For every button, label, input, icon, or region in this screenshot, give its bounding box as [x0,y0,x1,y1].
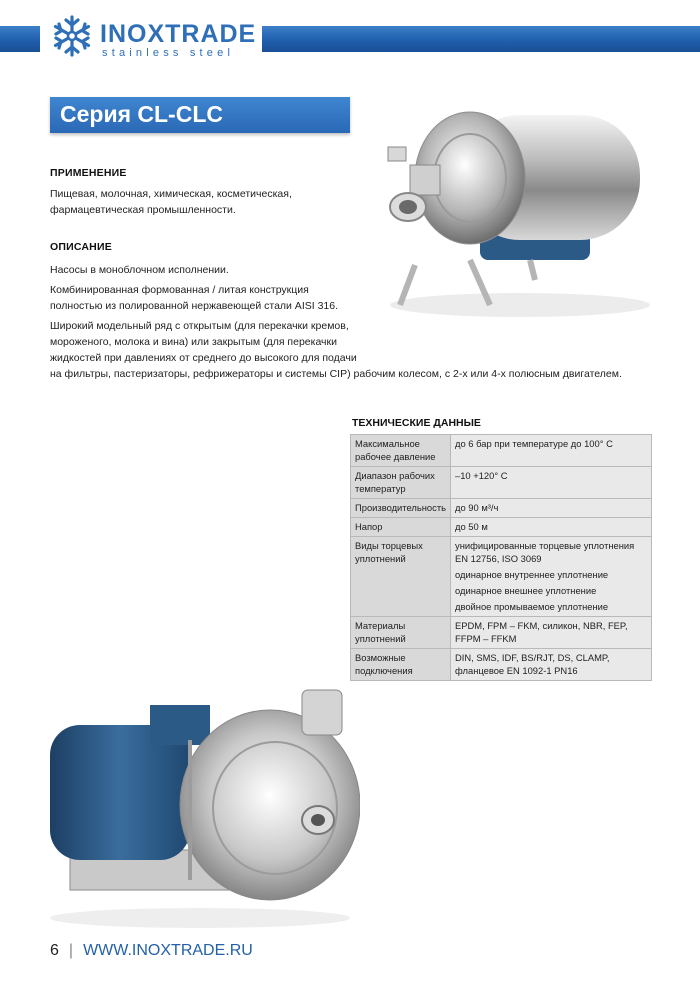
row-key: Диапазон рабочих температур [351,467,451,499]
row-value: до 6 бар при температуре до 100° С [451,435,652,467]
series-title: Серия CL-CLC [50,97,350,133]
table-row [351,435,652,467]
table-row [351,518,652,537]
row-value: до 50 м [451,518,652,537]
row-key: Производительность [351,499,451,518]
description-paragraph-2-line-1: Комбинированная формованная / литая конструкция [50,284,309,296]
description-paragraph-3-line-2: мороженого, молока и вина) или закрытым (для перекачки [50,336,337,348]
row-value: –10 +120° С [451,467,652,499]
row-key: Виды торцевых уплотнений [351,537,451,617]
table-row [351,499,652,518]
brand-name: INOXTRADE [100,20,257,48]
table-row [351,537,652,617]
description-paragraph-1: Насосы в моноблочном исполнении. [50,264,229,276]
footer [50,942,253,960]
row-value: до 90 м³/ч [451,499,652,518]
footer-separator: | [68,942,74,959]
website-link[interactable]: WWW.INOXTRADE.RU [83,942,253,959]
description-paragraph-3-line-4: на фильтры, пастеризаторы, рефрижераторы и системы CIP) рабочим колесом, с 2-х или 4-х полюсным двигателем. [50,368,622,380]
row-key: Материалы уплотнений [351,617,451,649]
brand-tagline: stainless steel [102,47,235,59]
tech-data-title: ТЕХНИЧЕСКИЕ ДАННЫЕ [352,417,481,429]
row-sub-value: двойное промываемое уплотнение [455,601,609,612]
pump-image-bottom [40,680,360,930]
row-value-group [451,537,652,617]
page-number: 6 [50,942,59,959]
description-paragraph-3-line-3: жидкостей при давлениях от среднего до высокого для подачи [50,352,357,364]
row-value: унифицированные торцевые уплотнения EN 12756, ISO 3069 [455,540,635,564]
description-heading: ОПИСАНИЕ [50,241,112,253]
application-line-2: фармацевтическая промышленности. [50,204,236,216]
row-sub-value: одинарное внешнее уплотнение [455,585,597,596]
table-row [351,649,652,681]
table-row [351,617,652,649]
tech-data-table [350,434,652,681]
row-key: Максимальное рабочее давление [351,435,451,467]
table-row [351,467,652,499]
application-heading: ПРИМЕНЕНИЕ [50,167,127,179]
row-value: EPDM, FPM – FKM, силикон, NBR, FEP, FFPM – FFKM [451,617,652,649]
row-key: Возможные подключения [351,649,451,681]
snowflake-logo-icon [50,14,94,58]
row-value: DIN, SMS, IDF, BS/RJT, DS, CLAMP, фланцевое EN 1092-1 PN16 [451,649,652,681]
row-sub-value: одинарное внутреннее уплотнение [455,569,609,580]
description-paragraph-2-line-2: полностью из полированной нержавеющей стали AISI 316. [50,300,339,312]
pump-image-top [370,95,670,325]
application-line-1: Пищевая, молочная, химическая, косметическая, [50,188,292,200]
description-paragraph-3-line-1: Широкий модельный ряд с открытым (для перекачки кремов, [50,320,349,332]
row-key: Напор [351,518,451,537]
